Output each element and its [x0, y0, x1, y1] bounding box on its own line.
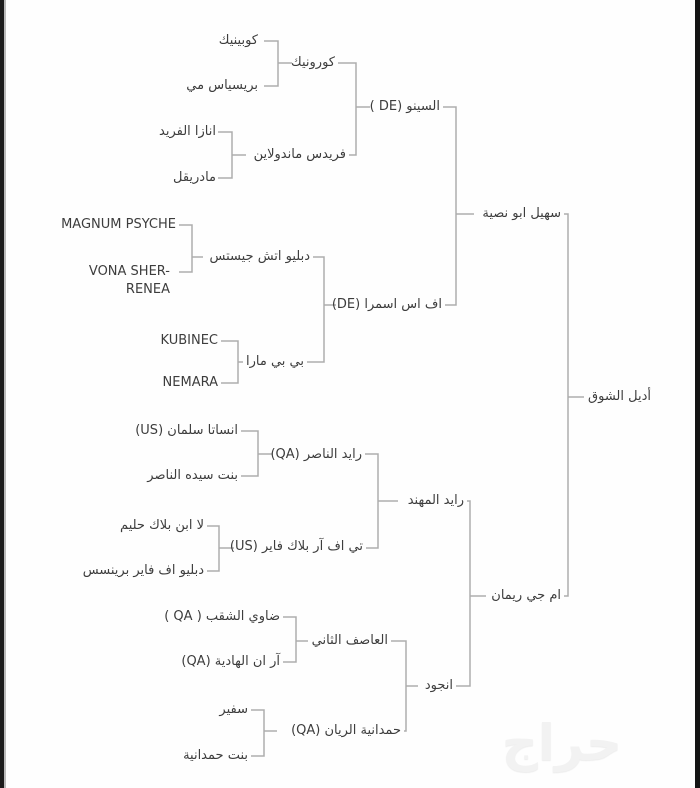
node-vona-sher-renea: VONA SHER-RENEA — [88, 264, 170, 297]
bracket-suhail-parents — [443, 107, 474, 305]
node-anjood: انجود — [424, 678, 453, 693]
node-bint-hamdaniya: بنت حمدانية — [183, 748, 248, 763]
node-wf-fire-princess: دبليو اف فاير برينسس — [82, 563, 204, 578]
node-magnum-psyche: MAGNUM PSYCHE — [61, 217, 176, 232]
right-edge-bar — [695, 0, 700, 788]
node-wh-justice: دبليو اتش جيستس — [209, 249, 310, 264]
bracket-justice-parents — [179, 225, 203, 272]
node-nemara: NEMARA — [162, 375, 218, 390]
bracket-koronik-parents — [264, 41, 292, 86]
node-madrigal: مادريقل — [172, 170, 216, 185]
node-hamdaniyat-alrayyan: حمدانية الريان (QA) — [291, 723, 401, 738]
node-bi-bi-mara: بي بي مارا — [246, 354, 304, 369]
node-precious-me: بريسياس مي — [186, 78, 258, 93]
bracket-hamdaniya-parents — [251, 710, 277, 756]
bracket-alasef-parents — [283, 617, 308, 662]
bracket-bibimara-parents — [221, 341, 243, 383]
node-bint-sidah-alnasser: بنت سيده الناصر — [147, 468, 238, 483]
node-fs-asmara: اف اس اسمرا (DE) — [331, 297, 442, 312]
bracket-alsino-parents — [338, 63, 370, 155]
bracket-almohannad-parents — [365, 454, 398, 548]
node-freds-mandolin: فريدس ماندولاين — [253, 147, 346, 162]
bracket-mandolin-parents — [218, 132, 246, 178]
node-adeel-alshouq: أديل الشوق — [588, 389, 651, 404]
bracket-raed-alnasser-parents — [241, 431, 272, 476]
node-raed-alnasser: رايد الناصر (QA) — [270, 447, 362, 462]
bracket-anjood-parents — [391, 641, 418, 731]
node-koronik: كورونيك — [291, 55, 335, 70]
haraj-watermark-logo: حراج — [501, 714, 622, 772]
left-edge-shade — [4, 0, 6, 788]
node-ar-an-alhadiya: آر ان الهادية (QA) — [181, 654, 280, 669]
node-suhail-abu-nusaiba: سهيل ابو نصية — [482, 206, 561, 221]
node-alsino: السينو (DE ) — [369, 99, 440, 114]
node-la-ibn-black-haleem: لا ابن بلاك حليم — [120, 518, 204, 533]
node-anaza-alfareed: انازا الفريد — [159, 124, 216, 139]
node-um-ji-reman: ام جي ريمان — [491, 588, 561, 603]
node-tf-r-black-fire: تي اف آر بلاك فاير (US) — [229, 539, 363, 554]
node-raed-almohannad: رايد المهند — [407, 493, 464, 508]
node-safeer: سفير — [219, 702, 248, 717]
node-kobeinik: كوبينيك — [218, 33, 258, 48]
bracket-adeel-parents — [564, 214, 584, 596]
node-ansata-salman: انساتا سلمان (US) — [135, 423, 238, 438]
node-alasef-althani: العاصف الثاني — [311, 633, 388, 648]
node-dawi-alshaqab: ضاوي الشقب ( QA ) — [164, 609, 280, 624]
bracket-um-ji-reman-parents — [456, 501, 486, 686]
node-kubinec: KUBINEC — [160, 333, 218, 348]
